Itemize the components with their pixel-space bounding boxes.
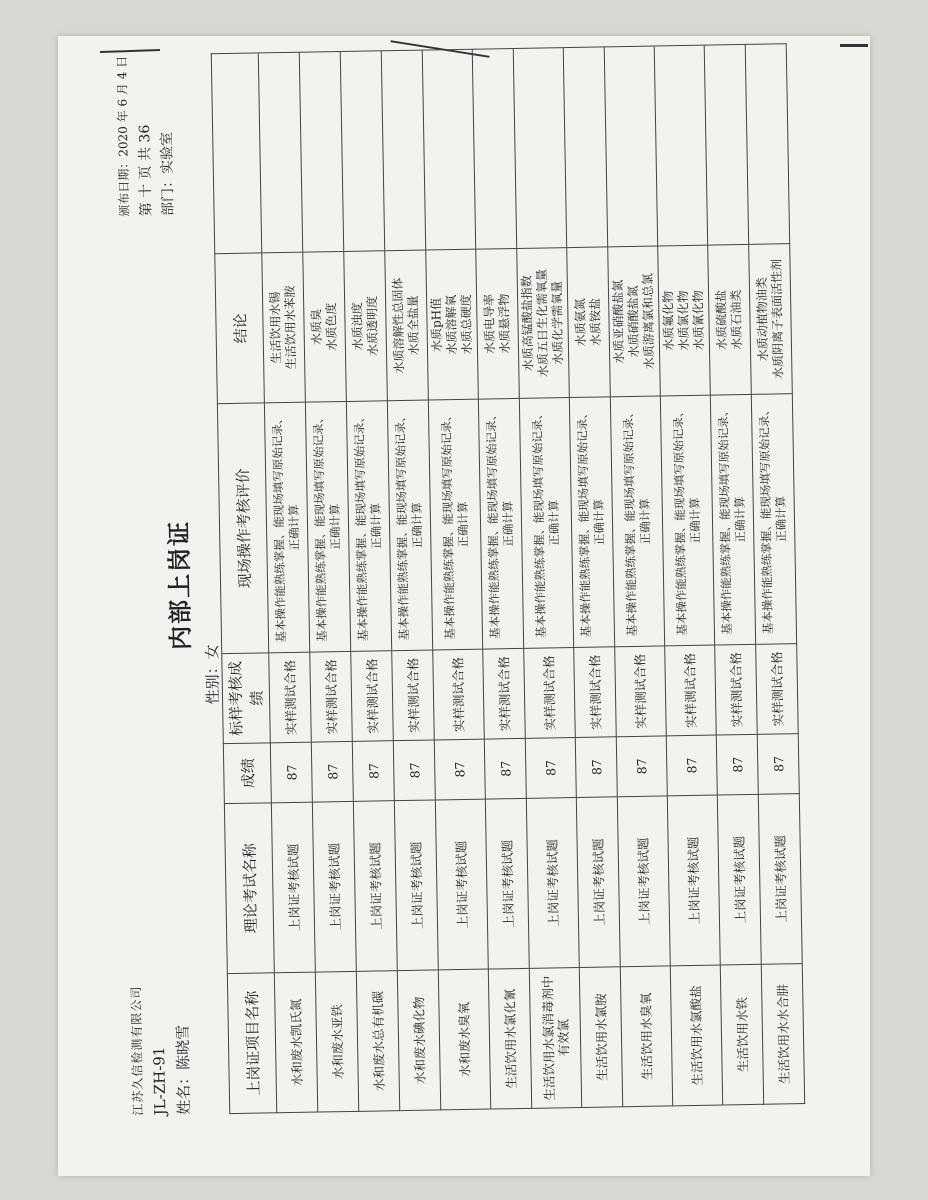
- score-cell: 87: [393, 740, 435, 801]
- gender-line: [201, 644, 223, 704]
- sample-cell: 实样测试合格: [715, 644, 758, 735]
- theory-cell: 上岗证考核试题: [394, 800, 438, 971]
- theory-cell: 上岗证考核试题: [758, 794, 802, 965]
- extra-cell: [745, 44, 789, 245]
- document-title: 内部上岗证: [163, 519, 196, 651]
- score-cell: 87: [270, 742, 312, 803]
- theory-cell: 上岗证考核试题: [435, 799, 488, 970]
- conclusion-cell: 水质氟化物 水质氯化物 水质氰化物: [658, 245, 711, 396]
- conclusion-cell: 水质溶解性总固体 水质全盐量: [385, 250, 429, 401]
- header-score: 成绩: [223, 743, 271, 804]
- sample-cell: 实样测试合格: [665, 645, 717, 736]
- item-cell: 生活饮用水氯胺: [579, 967, 622, 1108]
- gender-value: 女: [203, 644, 222, 660]
- issue-date-label: 颁布日期：: [116, 156, 132, 217]
- issue-meta: [111, 55, 180, 217]
- field-cell: 基本操作能熟练掌握、能现场填写原始记录、正确计算: [478, 398, 523, 649]
- score-cell: 87: [616, 736, 667, 797]
- theory-cell: 上岗证考核试题: [667, 795, 720, 966]
- item-cell: 生活饮用水臭氧: [620, 966, 672, 1107]
- header-sample: 标样考核成绩: [222, 653, 271, 744]
- sample-cell: 实样测试合格: [433, 649, 485, 740]
- sample-cell: 实样测试合格: [392, 650, 435, 741]
- item-cell: 水和废水碘化物: [397, 970, 440, 1111]
- conclusion-cell: 生活饮用水锡 生活饮用水苯胺: [262, 252, 306, 403]
- extra-cell: [513, 48, 566, 249]
- theory-cell: 上岗证考核试题: [353, 801, 397, 972]
- conclusion-cell: 水质动植物油类 水质阴离子表面活性剂: [749, 244, 793, 395]
- scan-artifact-line: [840, 44, 868, 47]
- extra-cell: [472, 48, 516, 249]
- header-extra: [211, 53, 261, 254]
- sample-cell: 实样测试合格: [310, 651, 353, 742]
- extra-cell: [340, 51, 384, 252]
- conclusion-cell: 水质高锰酸盐指数 水质五日生化需氧量 水质化学需氧量: [517, 248, 570, 399]
- score-cell: 87: [434, 739, 485, 800]
- field-cell: 基本操作能熟练掌握、能现场填写原始记录、正确计算: [660, 395, 714, 646]
- theory-cell: 上岗证考核试题: [485, 798, 529, 969]
- conclusion-cell: 水质硫酸盐 水质石油类: [708, 244, 752, 395]
- item-cell: 生活饮用水氯消毒剂中有效氯: [529, 967, 581, 1108]
- dept-label: 部门：: [159, 173, 177, 217]
- score-cell: 87: [352, 741, 394, 802]
- conclusion-cell: 水质亚硝酸盐氮 水质硝酸盐氮 水质游离氯和总氯: [608, 246, 661, 397]
- score-cell: 87: [525, 738, 576, 799]
- score-cell: 87: [666, 735, 717, 796]
- extra-cell: [704, 44, 748, 245]
- score-cell: 87: [575, 737, 617, 798]
- sample-cell: 实样测试合格: [483, 648, 526, 739]
- company-name: 江苏久信检测有限公司: [129, 985, 146, 1116]
- certificate-table: [211, 43, 805, 1114]
- sample-cell: 实样测试合格: [574, 647, 617, 738]
- gender-label: 性别：: [203, 659, 223, 705]
- item-cell: 水和废水总有机碳: [356, 971, 399, 1112]
- field-cell: 基本操作能熟练掌握、能现场填写原始记录、正确计算: [346, 401, 391, 652]
- sample-cell: 实样测试合格: [756, 644, 799, 735]
- conclusion-cell: 水质电导率 水质悬浮物: [476, 248, 520, 399]
- field-cell: 基本操作能熟练掌握、能现场填写原始记录、正确计算: [610, 396, 664, 647]
- item-cell: 水和废水臭氧: [438, 969, 490, 1110]
- header-conclusion: 结论: [215, 253, 265, 404]
- theory-cell: 上岗证考核试题: [526, 798, 579, 969]
- theory-cell: 上岗证考核试题: [717, 794, 761, 965]
- conclusion-cell: 水质浊度 水质透明度: [344, 251, 388, 402]
- header-item: 上岗证项目名称: [227, 973, 276, 1114]
- item-cell: 生活饮用水氯酸盐: [670, 965, 722, 1106]
- field-cell: 基本操作能熟练掌握、能现场填写原始记录、正确计算: [428, 399, 482, 650]
- header-theory: 理论考试名称: [224, 803, 274, 974]
- score-cell: 87: [757, 734, 799, 795]
- theory-cell: 上岗证考核试题: [271, 802, 315, 973]
- sample-cell: 实样测试合格: [524, 648, 576, 739]
- extra-cell: [381, 50, 425, 251]
- extra-cell: [604, 46, 657, 247]
- department: [155, 55, 180, 216]
- field-cell: 基本操作能熟练掌握、能现场填写原始记录、正确计算: [751, 394, 796, 645]
- item-cell: 生活饮用水铁: [720, 964, 763, 1105]
- page-info: 第 十 页 共 36: [137, 124, 155, 217]
- extra-cell: [422, 49, 475, 250]
- extra-cell: [654, 45, 707, 246]
- score-cell: 87: [311, 741, 353, 802]
- item-cell: 生活饮用水氯化氰: [488, 968, 531, 1109]
- theory-cell: 上岗证考核试题: [576, 797, 620, 968]
- issue-date-value: 2020 年 6 月 4 日: [114, 55, 131, 157]
- item-cell: 生活饮用水水合肼: [761, 964, 804, 1105]
- issue-date: [111, 56, 136, 217]
- conclusion-cell: 水质臭 水质色度: [303, 251, 347, 402]
- theory-cell: 上岗证考核试题: [617, 796, 670, 967]
- field-cell: 基本操作能熟练掌握、能现场填写原始记录、正确计算: [569, 397, 614, 648]
- document-code: JL-ZH-91: [150, 1046, 170, 1116]
- theory-cell: 上岗证考核试题: [312, 801, 356, 972]
- dept-value: 实验室: [159, 131, 176, 175]
- extra-cell: [258, 52, 302, 253]
- field-cell: 基本操作能熟练掌握、能现场填写原始记录、正确计算: [710, 394, 755, 645]
- extra-cell: [299, 52, 343, 253]
- field-cell: 基本操作能熟练掌握、能现场填写原始记录、正确计算: [387, 400, 432, 651]
- name-label: 姓名：: [174, 1069, 194, 1116]
- sample-cell: 实样测试合格: [269, 652, 312, 743]
- conclusion-cell: 水质pH值 水质溶解氧 水质总硬度: [426, 249, 479, 400]
- conclusion-cell: 水质氨氮 水质铵盐: [567, 247, 611, 398]
- header-field: 现场操作考核评价: [217, 403, 268, 654]
- score-cell: 87: [484, 738, 526, 799]
- sample-cell: 实样测试合格: [615, 646, 667, 737]
- item-cell: 水和废水亚铁: [315, 971, 358, 1112]
- rotated-certificate-document: [111, 44, 809, 1116]
- field-cell: 基本操作能熟练掌握、能现场填写原始记录、正确计算: [519, 398, 573, 649]
- field-cell: 基本操作能熟练掌握、能现场填写原始记录、正确计算: [305, 401, 350, 652]
- score-cell: 87: [716, 734, 758, 795]
- sample-cell: 实样测试合格: [351, 651, 394, 742]
- field-cell: 基本操作能熟练掌握、能现场填写原始记录、正确计算: [264, 402, 309, 653]
- name-value: 陈晓雪: [173, 1024, 193, 1071]
- item-cell: 水和废水凯氏氮: [274, 972, 317, 1113]
- extra-cell: [563, 47, 607, 248]
